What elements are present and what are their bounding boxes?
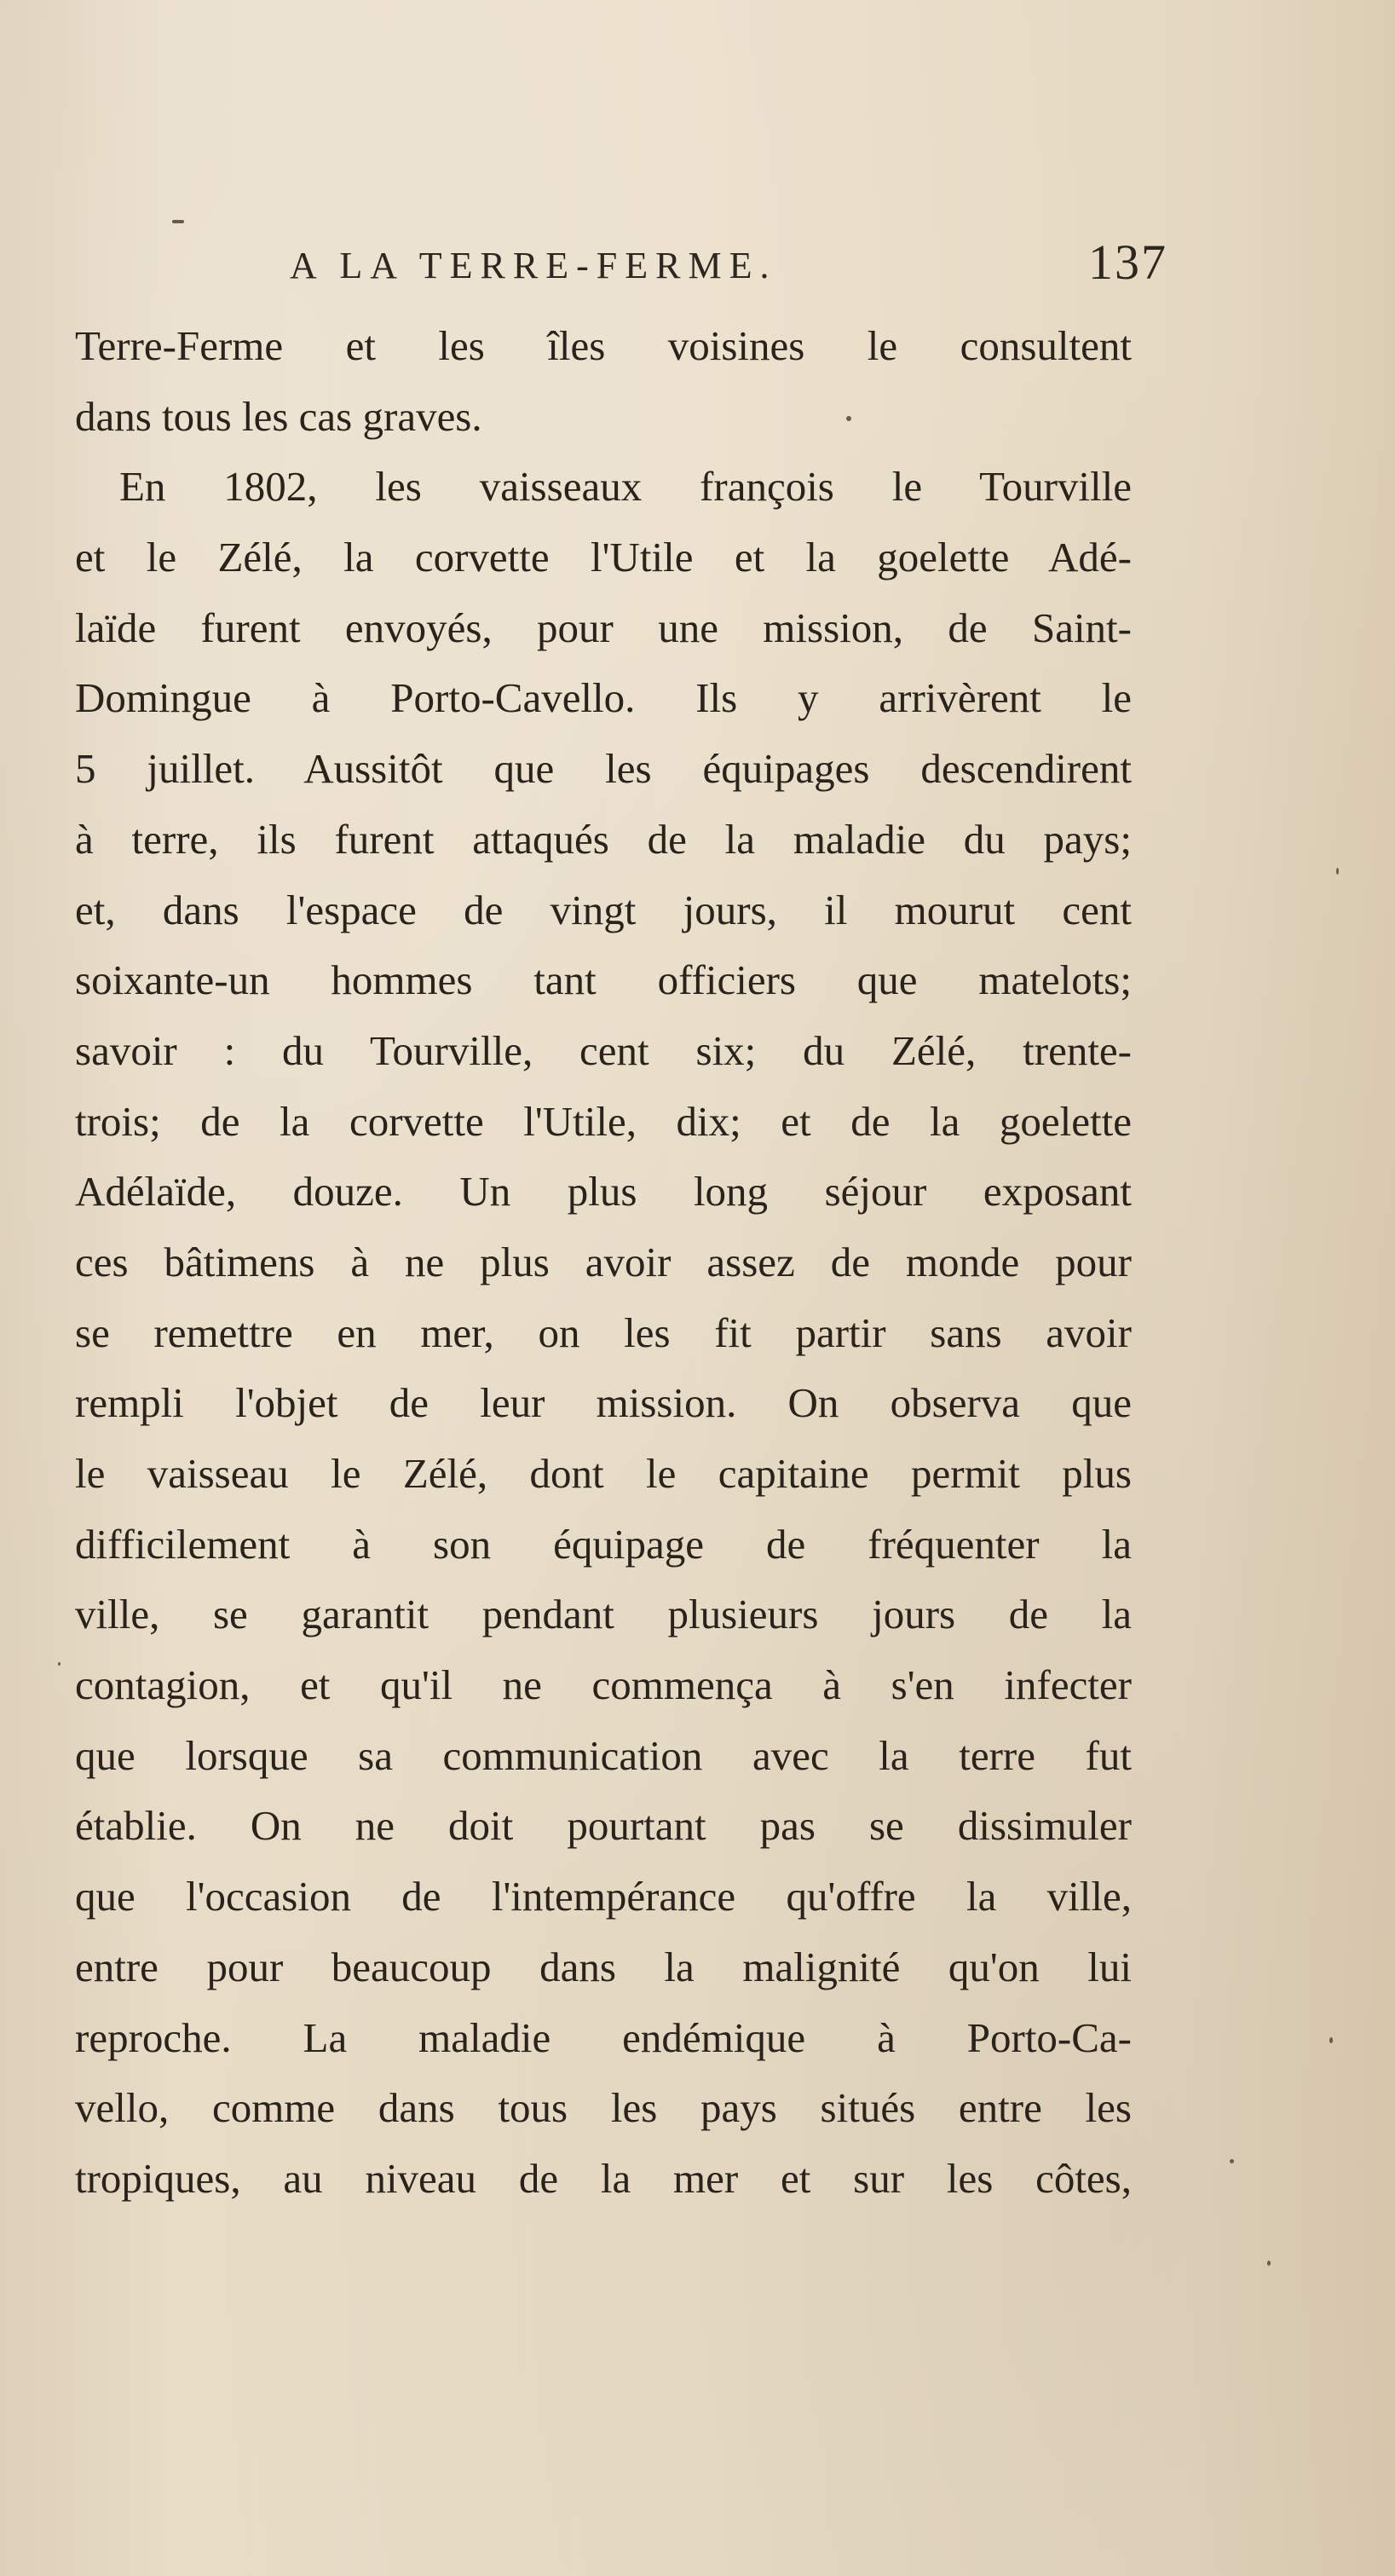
text-line: se remettre en mer, on les fit partir sans avoir xyxy=(75,1308,1132,1356)
text-line: laïde furent envoyés, pour une mission, de Saint- xyxy=(75,604,1132,651)
paper-speck xyxy=(846,416,851,421)
paper-speck xyxy=(58,1662,61,1666)
text-line: savoir : du Tourville, cent six; du Zélé, trente- xyxy=(75,1026,1132,1074)
running-head: A LA TERRE-FERME. xyxy=(290,245,777,286)
text-line: que l'occasion de l'intempérance qu'offre la ville, xyxy=(75,1873,1132,1920)
text-line: que lorsque sa communication avec la terre fut xyxy=(75,1731,1132,1779)
paper-speck xyxy=(1336,868,1339,875)
text-line: à terre, ils furent attaqués de la maladie du pays; xyxy=(75,815,1132,863)
text-line: tropiques, au niveau de la mer et sur les côtes, xyxy=(75,2154,1132,2202)
text-line: Terre-Ferme et les îles voisines le consultent xyxy=(75,322,1132,369)
text-line: établie. On ne doit pourtant pas se dissimuler xyxy=(75,1802,1132,1850)
text-line: Domingue à Porto-Cavello. Ils y arrivèrent le xyxy=(75,674,1132,722)
text-line: reproche. La maladie endémique à Porto-Ca- xyxy=(75,2013,1132,2061)
text-line: difficilement à son équipage de fréquenter la xyxy=(75,1520,1132,1568)
text-line: le vaisseau le Zélé, dont le capitaine permit plus xyxy=(75,1450,1132,1497)
page-number: 137 xyxy=(1088,234,1167,290)
text-line: vello, comme dans tous les pays situés entre les xyxy=(75,2084,1132,2132)
text-line: rempli l'objet de leur mission. On observa que xyxy=(75,1379,1132,1427)
text-line: entre pour beaucoup dans la malignité qu'on lui xyxy=(75,1943,1132,1990)
paper-speck xyxy=(172,220,184,223)
body-text xyxy=(75,311,1132,2215)
text-line: ville, se garantit pendant plusieurs jours de la xyxy=(75,1591,1132,1638)
text-line: trois; de la corvette l'Utile, dix; et de la goelette xyxy=(75,1097,1132,1145)
text-line: ces bâtimens à ne plus avoir assez de monde pour xyxy=(75,1238,1132,1285)
text-line: et, dans l'espace de vingt jours, il mourut cent xyxy=(75,886,1132,933)
text-line: et le Zélé, la corvette l'Utile et la goelette Adé- xyxy=(75,534,1132,581)
page-header xyxy=(281,228,1167,297)
paper-speck xyxy=(1329,2037,1333,2043)
text-line: dans tous les cas graves. xyxy=(75,392,482,440)
text-line: Adélaïde, douze. Un plus long séjour exposant xyxy=(75,1168,1132,1216)
paper-speck xyxy=(1230,2159,1234,2163)
text-line: contagion, et qu'il ne commença à s'en infecter xyxy=(75,1661,1132,1709)
paper-speck xyxy=(1267,2261,1271,2266)
text-line: 5 juillet. Aussitôt que les équipages descendirent xyxy=(75,745,1132,793)
text-line: soixante-un hommes tant officiers que matelots; xyxy=(75,956,1132,1004)
paragraph-start-line: En 1802, les vaisseaux françois le Tourville xyxy=(119,463,1132,511)
